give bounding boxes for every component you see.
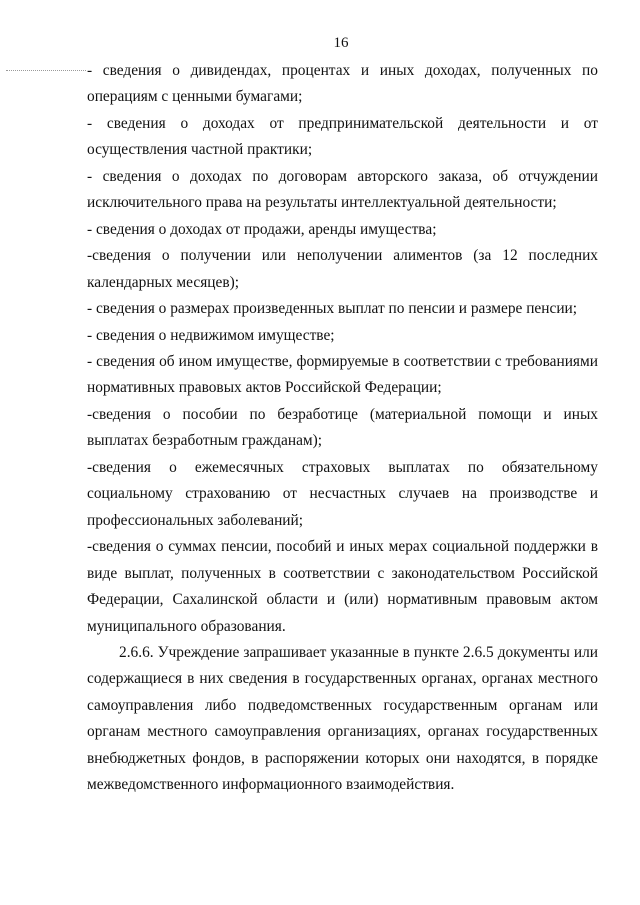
section-2-6-6-paragraph: 2.6.6. Учреждение запрашивает указанные в пункте 2.6.5 документы или содержащиеся в них сведения в государственных органах, органах местного самоуправления либо подведомственных государственным органам или органам местного самоуправления организациях, органах государственных внебюджетных фондов, в распоряжении которых они находятся, в порядке межведомственного информационного взаимодействия. <box>87 643 598 794</box>
list-item-insurance-payments: -сведения о ежемесячных страховых выплатах по обязательному социальному страхованию от несчастных случаев на производстве и профессиональных заболеваний; <box>87 458 598 529</box>
list-item-social-support: -сведения о суммах пенсии, пособий и иных мерах социальной поддержки в виде выплат, полученных в соответствии с законодательством Российской Федерации, Сахалинской области и (или) нормативным правовым актом муниципального образования. <box>87 538 598 635</box>
scan-artifact-line <box>6 70 86 71</box>
list-item-dividends: - сведения о дивидендах, процентах и иных доходах, полученных по операциям с ценными бумагами; <box>87 62 598 106</box>
list-item-business-income: - сведения о доходах от предпринимательской деятельности и от осуществления частной практики; <box>87 114 598 159</box>
list-item-sale-rent-income: - сведения о доходах от продажи, аренды имущества; <box>87 220 437 238</box>
list-item-unemployment-benefit: -сведения о пособии по безработице (материальной помощи и иных выплатах безработным гражданам); <box>87 405 598 450</box>
page-number: 16 <box>333 35 349 51</box>
list-item-real-estate: - сведения о недвижимом имуществе; <box>87 326 335 344</box>
list-item-other-property: - сведения об ином имуществе, формируемые в соответствии с требованиями нормативных правовых актов Российской Федерации; <box>87 352 598 397</box>
list-item-alimony: -сведения о получении или неполучении алиментов (за 12 последних календарных месяцев); <box>87 247 598 291</box>
list-item-pension-payments: - сведения о размерах произведенных выплат по пенсии и размере пенсии; <box>87 300 578 318</box>
document-body <box>87 58 598 799</box>
list-item-author-contracts: - сведения о доходах по договорам авторского заказа, об отчуждении исключительного права на результаты интеллектуальной деятельности; <box>87 167 598 212</box>
